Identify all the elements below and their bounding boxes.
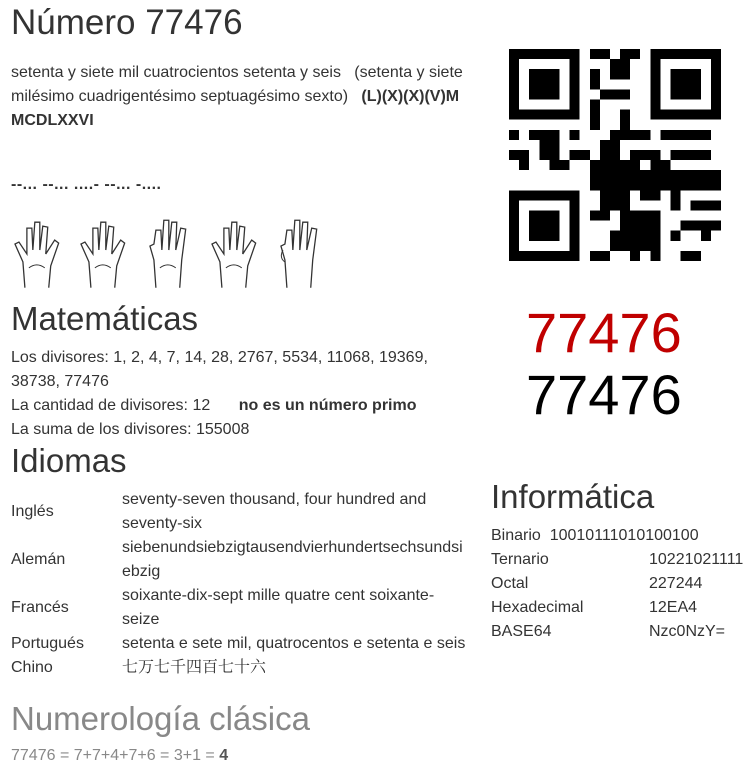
divisors-value: 1, 2, 4, 7, 14, 28, 2767, 5534, 11068, 19369, 38738, 77476: [11, 349, 428, 390]
prime-status: no es un número primo: [238, 397, 417, 414]
language-name: Portugués: [11, 635, 84, 652]
big-number-black: 77476: [526, 363, 682, 426]
language-row: [11, 656, 481, 680]
info-value: 12EA4: [649, 599, 698, 616]
info-value: 10221021111: [649, 551, 744, 568]
hand-four-icon: [142, 210, 200, 290]
morse-code: --... --... ....- --... -....: [11, 176, 162, 193]
spanish-words: setenta y siete mil cuatrocientos setenta y seis: [11, 64, 341, 81]
divisor-count-value: 12: [192, 397, 211, 414]
math-section: [11, 346, 481, 442]
divisor-sum-line: [11, 418, 481, 442]
info-key: BASE64: [491, 623, 552, 640]
divisor-sum-label: La suma de los divisores:: [11, 421, 192, 438]
language-name: Inglés: [11, 503, 54, 520]
language-row: [11, 536, 481, 584]
divisors-line: [11, 346, 481, 394]
number-description: [11, 61, 481, 133]
info-key: Ternario: [491, 551, 549, 568]
info-key: Hexadecimal: [491, 599, 584, 616]
language-value: 七万七千四百七十六: [122, 659, 267, 676]
language-value: setenta e sete mil, quatrocentos e setenta e seis: [122, 635, 466, 652]
divisor-count-line: [11, 394, 481, 418]
info-row: [491, 620, 750, 644]
language-row: [11, 488, 481, 536]
hand-seven-icon: [77, 210, 135, 290]
languages-heading: Idiomas: [11, 442, 127, 479]
language-value: seventy-seven thousand, four hundred and seventy-six: [122, 491, 427, 532]
divisor-count-label: La cantidad de divisores:: [11, 397, 188, 414]
informatics-heading: Informática: [491, 478, 655, 515]
language-row: [11, 632, 481, 656]
divisors-label: Los divisores:: [11, 349, 109, 366]
info-row: [491, 524, 750, 548]
ordinal-words: (setenta y siete milésimo cuadrigentésimo septuagésimo sexto): [11, 64, 463, 105]
page-title: Número 77476: [11, 3, 243, 42]
numerology-formula: 77476 = 7+7+4+7+6 = 3+1 =: [11, 747, 215, 764]
numerology-result: 4: [219, 747, 229, 764]
info-key: Binario: [491, 527, 541, 544]
hand-seven-icon: [208, 210, 266, 290]
numerology-heading: Numerología clásica: [11, 700, 310, 737]
roman-numeral: (L)(X)(X)(V)M MCDLXXVI: [11, 88, 460, 129]
language-value: soixante-dix-sept mille quatre cent soixante-seize: [122, 587, 435, 628]
info-value: 10010111010100100: [549, 527, 699, 544]
info-row: [491, 572, 750, 596]
divisor-sum-value: 155008: [195, 421, 250, 438]
info-key: Octal: [491, 575, 529, 592]
informatics-table: [491, 524, 750, 644]
math-heading: Matemáticas: [11, 300, 199, 337]
info-row: [491, 596, 750, 620]
info-row: [491, 548, 750, 572]
language-name: Francés: [11, 599, 69, 616]
hand-seven-icon: [11, 210, 69, 290]
info-value: 227244: [649, 575, 703, 592]
numerology-line: [11, 747, 228, 765]
qr-code: [509, 49, 721, 261]
language-value: siebenundsiebzigtausendvierhundertsechsundsiebzig: [122, 539, 463, 580]
big-number-red: 77476: [526, 301, 682, 364]
languages-table: [11, 488, 481, 680]
language-name: Alemán: [11, 551, 66, 568]
language-name: Chino: [11, 659, 53, 676]
hand-six-icon: [273, 210, 331, 290]
finger-count-hands: [11, 210, 331, 292]
info-value: Nzc0NzY=: [649, 623, 726, 640]
language-row: [11, 584, 481, 632]
